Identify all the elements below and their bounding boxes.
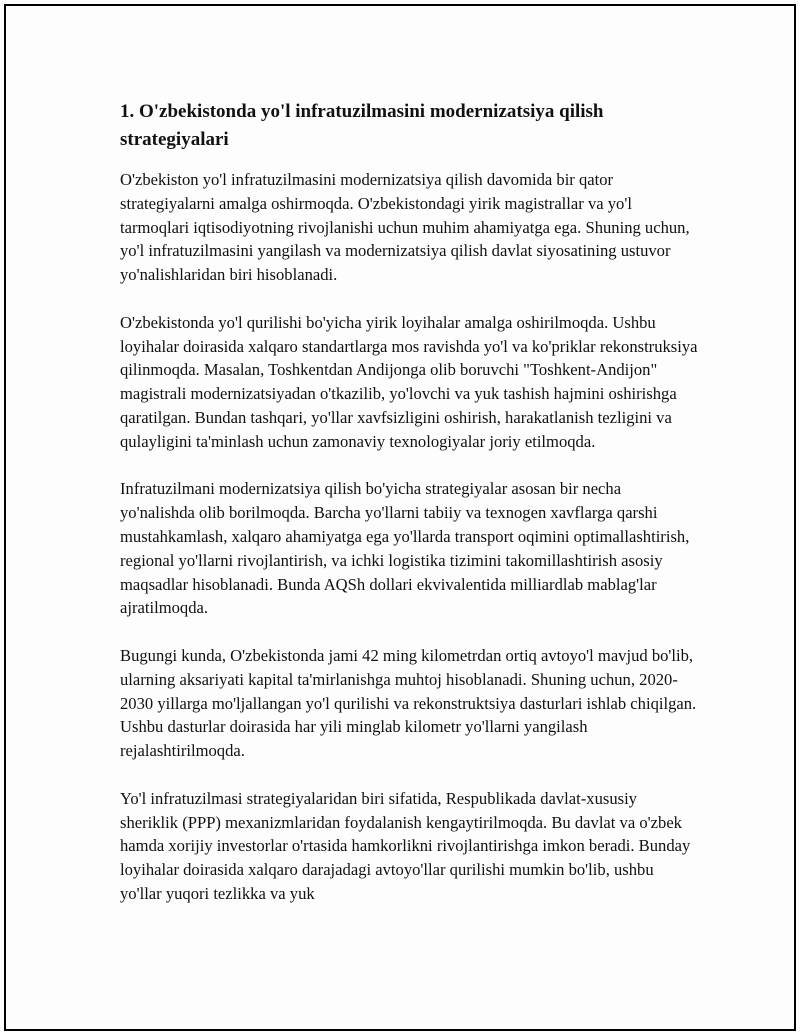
section-heading: 1. O'zbekistonda yo'l infratuzilmasini modernizatsiya qilish strategiyalari <box>120 101 604 150</box>
paragraph-3: Infratuzilmani modernizatsiya qilish bo'yicha strategiyalar asosan bir necha yo'nalishda olib borilmoqda. Barcha yo'llarni tabiiy va texnogen xavflarga qarshi mustahkamlash, xalqaro ahamiyatga ega yo'llarda transport oqimini optimallashtirish, regional yo'llarni rivojlantirish, va ichki logistika tizimini takomillashtirish asosiy maqsadlar hisoblanadi. Bunda AQSh dollari ekvivalentida milliardlab mablag'lar ajratilmoqda. <box>120 479 690 618</box>
paragraph-2: O'zbekistonda yo'l qurilishi bo'yicha yirik loyihalar amalga oshirilmoqda. Ushbu loyihalar doirasida xalqaro standartlarga mos ravishda yo'l va ko'priklar rekonstruksiya qilinmoqda. Masalan, Toshkentdan Andijonga olib boruvchi "Toshkent-Andijon" magistrali modernizatsiyadan o'tkazilib, yo'lovchi va yuk tashish hajmini oshirishga qaratilgan. Bundan tashqari, yo'llar xavfsizligini oshirish, harakatlanish tezligini va qulayligini ta'minlash uchun zamonaviy texnologiyalar joriy etilmoqda. <box>120 312 698 451</box>
document-page <box>4 4 796 1031</box>
document-body <box>120 98 698 930</box>
paragraph-1: O'zbekiston yo'l infratuzilmasini modernizatsiya qilish davomida bir qator strategiyalarni amalga oshirmoqda. O'zbekistondagi yirik magistrallar va yo'l tarmoqlari iqtisodiyotning rivojlanishi uchun muhim ahamiyatga ega. Shuning uchun, yo'l infratuzilmasini yangilash va modernizatsiya qilish davlat siyosatining ustuvor yo'nalishlaridan biri hisoblanadi. <box>120 170 690 285</box>
paragraph-4: Bugungi kunda, O'zbekistonda jami 42 ming kilometrdan ortiq avtoyo'l mavjud bo'lib, ularning aksariyati kapital ta'mirlanishga muhtoj hisoblanadi. Shuning uchun, 2020-2030 yillarga mo'ljallangan yo'l qurilishi va rekonstruktsiya dasturlari ishlab chiqilgan. Ushbu dasturlar doirasida har yili minglab kilometr yo'llarni yangilash rejalashtirilmoqda. <box>120 645 697 761</box>
paragraph-5: Yo'l infratuzilmasi strategiyalaridan biri sifatida, Respublikada davlat-xususiy sheriklik (PPP) mexanizmlaridan foydalanish kengaytirilmoqda. Bu davlat va o'zbek hamda xorijiy investorlar o'rtasida hamkorlikni rivojlantirishga imkon beradi. Bunday loyihalar doirasida xalqaro darajadagi avtoyo'llar qurilishi mumkin bo'lib, ushbu yo'llar yuqori tezlikka va yuk <box>120 788 691 903</box>
